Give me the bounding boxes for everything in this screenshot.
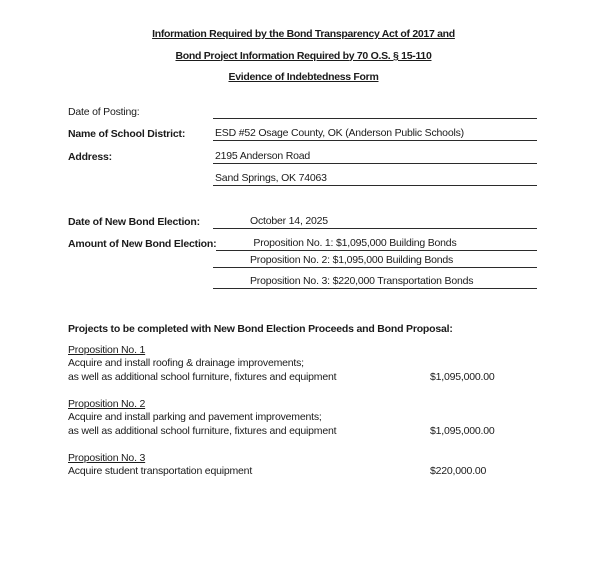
election-amount-value-2: Proposition No. 2: $1,095,000 Building Bonds [250,253,454,266]
school-district-value: ESD #52 Osage County, OK (Anderson Public Schools) [215,127,464,139]
project-1-description-2 [68,371,537,385]
project-3-amount: $220,000.00 [430,465,487,477]
field-row-address-city [68,164,537,187]
project-1-description-2-text: as well as additional school furniture, fixtures and equipment [68,370,337,383]
project-proposition-2 [68,398,537,439]
election-amount-label-spacer [68,288,213,289]
election-date-value: October 14, 2025 [250,214,328,227]
project-2-amount: $1,095,000.00 [430,424,495,437]
title-line-1: Information Required by the Bond Transparency Act of 2017 and [152,28,455,40]
identity-section [68,96,537,186]
election-amount-value-1: Proposition No. 1: $1,095,000 Building Bonds [253,237,457,249]
election-amount-value-3: Proposition No. 3: $220,000 Transportation Bonds [250,274,474,287]
projects-section [68,323,537,492]
project-2-description-1: Acquire and install parking and pavement improvements; [68,411,322,423]
title-row [0,67,607,89]
title-line-2: Bond Project Information Required by 70 O.S. § 15-110 [175,49,432,62]
address-line-1 [213,150,537,164]
election-amount-line-3 [213,275,537,289]
address-value-city: Sand Springs, OK 74063 [215,172,327,184]
project-1-title-row [68,344,537,358]
project-proposition-1 [68,344,537,385]
field-row-date-of-posting [68,96,537,119]
election-amount-line-1 [216,237,537,251]
project-3-title: Proposition No. 3 [68,451,146,464]
address-value-street: 2195 Anderson Road [215,149,311,162]
field-row-address [68,141,537,164]
project-2-description-2-text: as well as additional school furniture, fixtures and equipment [68,424,337,437]
address-line-2 [213,172,537,186]
field-row-election-amount-2 [68,251,537,268]
project-3-description-1 [68,465,537,479]
date-of-posting-line [213,105,537,119]
election-amount-label-spacer [68,267,213,268]
field-row-election-date [68,206,537,229]
school-district-line [213,127,537,141]
field-row-school-district [68,119,537,142]
project-2-title-row [68,398,537,412]
project-proposition-3 [68,452,537,479]
election-date-line [213,215,537,229]
title-line-3: Evidence of Indebtedness Form [228,71,379,83]
projects-heading: Projects to be completed with New Bond Election Proceeds and Bond Proposal: [68,323,453,335]
election-section [68,206,537,289]
election-amount-label: Amount of New Bond Election: [68,238,217,250]
title-row [0,46,607,68]
date-of-posting-value [213,105,215,117]
address-label: Address: [68,150,112,163]
school-district-label: Name of School District: [68,128,186,140]
field-row-election-amount-1 [68,229,537,252]
election-amount-line-2 [213,254,537,268]
project-1-description-1: Acquire and install roofing & drainage improvements; [68,357,304,369]
date-of-posting-label: Date of Posting: [68,105,140,118]
title-row [0,24,607,46]
election-date-label: Date of New Bond Election: [68,215,200,228]
document-title [0,24,607,89]
field-row-election-amount-3 [68,268,537,289]
project-3-description-1-text: Acquire student transportation equipment [68,465,253,477]
project-1-amount: $1,095,000.00 [430,370,495,383]
project-2-description-2 [68,425,537,439]
project-2-title: Proposition No. 2 [68,397,146,410]
project-1-title: Proposition No. 1 [68,343,146,356]
project-3-title-row [68,452,537,466]
address-label-spacer [68,185,213,186]
